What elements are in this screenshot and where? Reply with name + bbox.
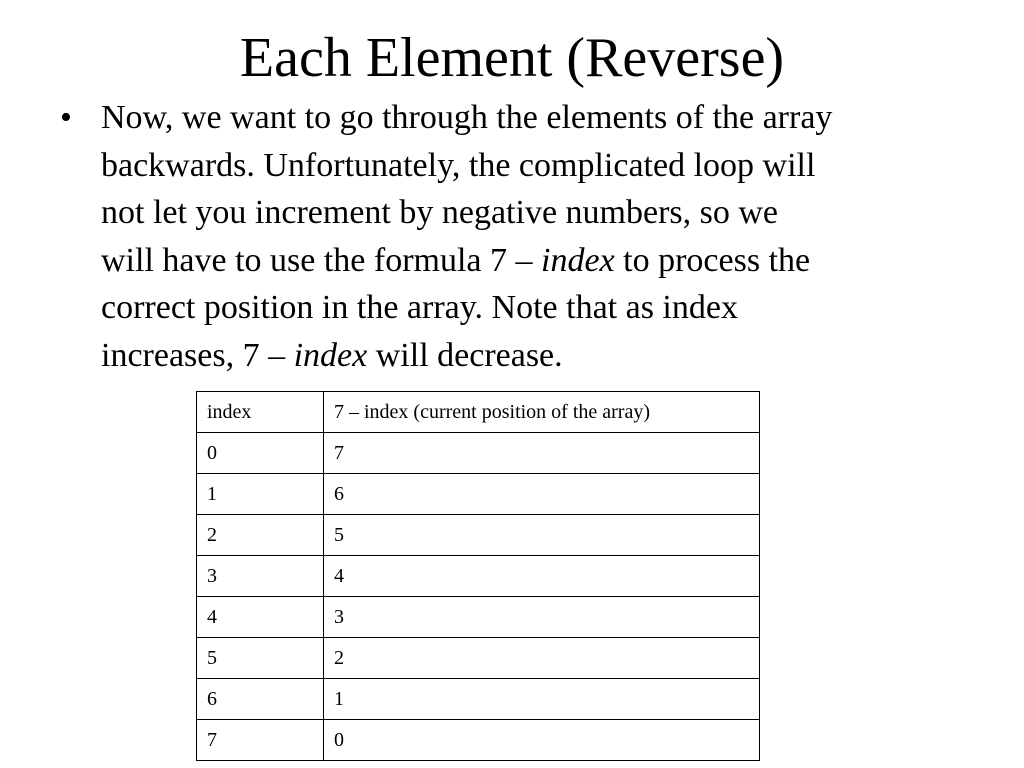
bullet-line-6-index-term: index bbox=[293, 336, 368, 374]
table-row bbox=[197, 679, 760, 720]
bullet-line-6-start: increases, 7 – bbox=[101, 336, 294, 374]
bullet-line-6 bbox=[101, 332, 981, 380]
cell-position: 2 bbox=[324, 638, 760, 679]
bullet-line-6-end: will decrease. bbox=[367, 336, 563, 374]
header-position: 7 – index (current position of the array) bbox=[324, 392, 760, 433]
cell-index: 3 bbox=[197, 556, 324, 597]
bullet-point bbox=[60, 94, 980, 379]
bullet-text bbox=[101, 94, 981, 379]
bullet-line-4-start: will have to use the formula 7 – bbox=[101, 241, 542, 279]
bullet-line-4-end: to process the bbox=[614, 241, 811, 279]
table-row bbox=[197, 638, 760, 679]
bullet-line-5: correct position in the array. Note that as index bbox=[101, 289, 738, 326]
cell-index: 1 bbox=[197, 474, 324, 515]
cell-position: 6 bbox=[324, 474, 760, 515]
bullet-line-1: Now, we want to go through the elements of the array bbox=[101, 99, 833, 136]
header-index: index bbox=[197, 392, 324, 433]
table-row bbox=[197, 474, 760, 515]
cell-position: 7 bbox=[324, 433, 760, 474]
bullet-line-3: not let you increment by negative numbers, so we bbox=[101, 194, 778, 231]
table-row bbox=[197, 720, 760, 761]
cell-position: 4 bbox=[324, 556, 760, 597]
table-row bbox=[197, 556, 760, 597]
bullet-line-2: backwards. Unfortunately, the complicated loop will bbox=[101, 146, 816, 184]
table-header-row bbox=[197, 392, 760, 433]
bullet-marker: • bbox=[60, 99, 72, 136]
cell-position: 1 bbox=[324, 679, 760, 720]
index-position-table bbox=[196, 391, 760, 761]
slide-title: Each Element (Reverse) bbox=[239, 27, 785, 89]
cell-index: 5 bbox=[197, 638, 324, 679]
cell-index: 2 bbox=[197, 515, 324, 556]
table-row bbox=[197, 515, 760, 556]
cell-position: 5 bbox=[324, 515, 760, 556]
table-row bbox=[197, 433, 760, 474]
cell-index: 4 bbox=[197, 597, 324, 638]
cell-index: 7 bbox=[197, 720, 324, 761]
cell-index: 6 bbox=[197, 679, 324, 720]
bullet-line-4-index-term: index bbox=[541, 241, 615, 279]
table-body bbox=[197, 392, 760, 761]
cell-position: 0 bbox=[324, 720, 760, 761]
bullet-line-4 bbox=[101, 237, 981, 285]
cell-position: 3 bbox=[324, 597, 760, 638]
table-row bbox=[197, 597, 760, 638]
cell-index: 0 bbox=[197, 433, 324, 474]
